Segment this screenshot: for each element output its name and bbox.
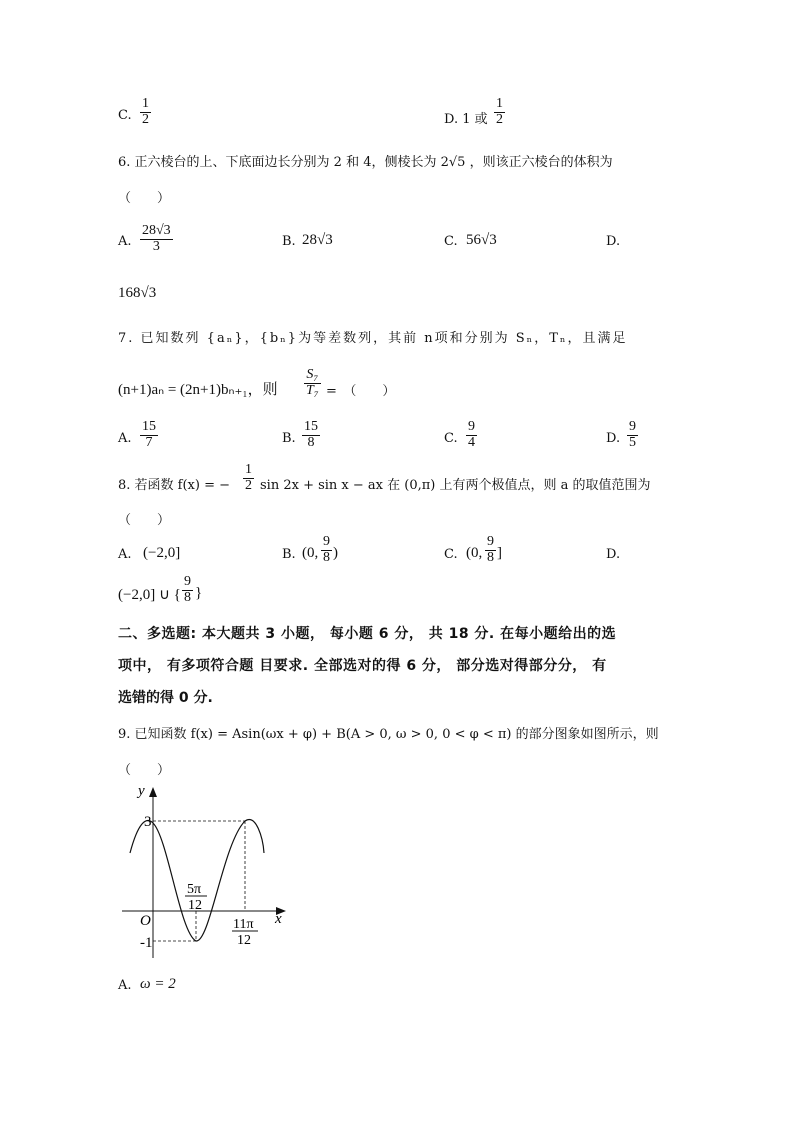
q7-ratio-denominator: T₇ (306, 382, 319, 398)
q8-stem-suffix: sin 2x + sin x − ax 在 (0,π) 上有两个极值点，则 a 的取值范围为 (260, 478, 651, 493)
q7-a-numerator: 15 (142, 419, 156, 434)
q7-option-d-label: D. (606, 431, 621, 446)
q6-option-d-text: 168√3 (118, 285, 157, 301)
q8-option-d-label: D. (606, 547, 621, 562)
x1-numerator: 5π (187, 882, 202, 897)
q6-option-b-text: 28√3 (302, 232, 333, 248)
q8-option-a-label: A. (118, 547, 132, 562)
q7-d-numerator: 9 (629, 419, 636, 434)
q6-a-denominator: 3 (152, 238, 160, 254)
q7-option-a-label: A. (118, 431, 132, 446)
q8-option-c-suffix: ] (497, 545, 502, 561)
q9-option-a-text: ω = 2 (140, 976, 176, 992)
q7-a-denominator: 7 (145, 434, 153, 450)
q8-option-b-fraction (321, 535, 332, 565)
q8-option-d-suffix: } (195, 585, 203, 601)
q7-b-numerator: 15 (304, 419, 318, 434)
q8-c-numerator: 9 (487, 534, 494, 549)
q8-option-c-label: C. (444, 547, 458, 562)
origin-label: O (140, 913, 151, 929)
q7-d-denominator: 5 (629, 434, 636, 450)
q8-half-numerator: 1 (245, 462, 252, 477)
y-max-label: 3 (144, 814, 152, 830)
x1-denominator: 12 (188, 898, 202, 913)
section2-line2: 项中， 有多项符合题 目要求. 全部选对的得 6 分， 部分选对得部分分， 有 (118, 658, 607, 674)
q5-option-d-fraction (494, 97, 505, 127)
q5-option-c-label: C. (118, 108, 132, 123)
q9-stem: 9. 已知函数 f(x) = Asin(ωx + φ) + B(A > 0, ω > 0, 0 < φ < π) 的部分图象如图所示，则 (118, 727, 659, 742)
q5-option-c-fraction (140, 97, 151, 127)
q7-ratio-numerator: S₇ (304, 368, 321, 384)
q9-option-a-label: A. (118, 978, 132, 993)
q7-equation-tail: = （ ） (326, 384, 396, 399)
q7-option-d-fraction (627, 420, 638, 450)
q8-option-c-fraction (485, 535, 496, 565)
q8-option-a-text: (−2,0] (143, 545, 181, 561)
q8-option-b-prefix: (0, (302, 545, 319, 561)
y-axis-label: y (138, 783, 145, 799)
q5-c-denominator: 2 (142, 111, 149, 127)
x2-denominator: 12 (237, 933, 251, 948)
q8-option-c-prefix: (0, (466, 545, 483, 561)
q6-option-a-fraction (140, 224, 173, 254)
q8-c-denominator: 8 (487, 549, 494, 565)
section2-line1: 二、多选题: 本大题共 3 小题， 每小题 6 分， 共 18 分. 在每小题给出的选 (118, 626, 617, 642)
q5-option-d-label: D. 1 或 (444, 112, 488, 127)
q8-option-b-suffix: ) (333, 545, 338, 561)
q5-c-numerator: 1 (142, 96, 149, 111)
q6-answer-paren: （ ） (118, 191, 171, 206)
q8-stem-prefix: 8. 若函数 f(x) = − (118, 478, 231, 493)
y-min-label: -1 (140, 935, 153, 951)
q8-d-numerator: 9 (184, 574, 191, 589)
q7-condition: (n+1)aₙ = (2n+1)bₙ₊₁，则 (118, 382, 278, 398)
q7-option-c-fraction (466, 420, 477, 450)
q6-option-c-text: 56√3 (466, 232, 497, 248)
q6-option-b-label: B. (282, 234, 296, 249)
q8-b-denominator: 8 (323, 549, 330, 565)
q6-option-a-label: A. (118, 234, 132, 249)
q8-option-d-fraction (182, 575, 193, 605)
q7-stem: 7. 已知数列 {aₙ}，{bₙ}为等差数列，其前 n项和分别为 Sₙ，Tₙ，且满足 (118, 331, 628, 346)
q5-d-denominator: 2 (496, 111, 503, 127)
q8-d-denominator: 8 (184, 589, 191, 605)
q6-option-c-label: C. (444, 234, 458, 249)
q6-option-d-label: D. (606, 234, 621, 249)
q9-answer-paren: （ ） (118, 763, 171, 778)
q8-option-d-prefix: (−2,0] ∪ { (118, 587, 181, 603)
x-axis-label: x (275, 911, 282, 927)
x2-numerator: 11π (233, 917, 254, 932)
q6-a-numerator: 28√3 (142, 223, 171, 238)
q7-option-c-label: C. (444, 431, 458, 446)
section2-line3: 选错的得 0 分. (118, 690, 213, 706)
q8-option-b-label: B. (282, 547, 296, 562)
q7-option-b-fraction (302, 420, 320, 450)
q7-option-a-fraction (140, 420, 158, 450)
y-axis-arrow (149, 787, 157, 797)
q8-b-numerator: 9 (323, 534, 330, 549)
q8-half-fraction (243, 463, 254, 493)
q9-function-graph (118, 783, 298, 963)
q7-b-denominator: 8 (307, 434, 315, 450)
q7-ratio-fraction (304, 368, 321, 398)
q8-half-denominator: 2 (245, 477, 252, 493)
q8-answer-paren: （ ） (118, 513, 171, 528)
q5-d-numerator: 1 (496, 96, 503, 111)
q7-c-denominator: 4 (468, 434, 475, 450)
q7-c-numerator: 9 (468, 419, 475, 434)
q6-stem: 6. 正六棱台的上、下底面边长分别为 2 和 4，侧棱长为 2√5 ，则该正六棱台的体积为 (118, 155, 613, 170)
q7-option-b-label: B. (282, 431, 296, 446)
